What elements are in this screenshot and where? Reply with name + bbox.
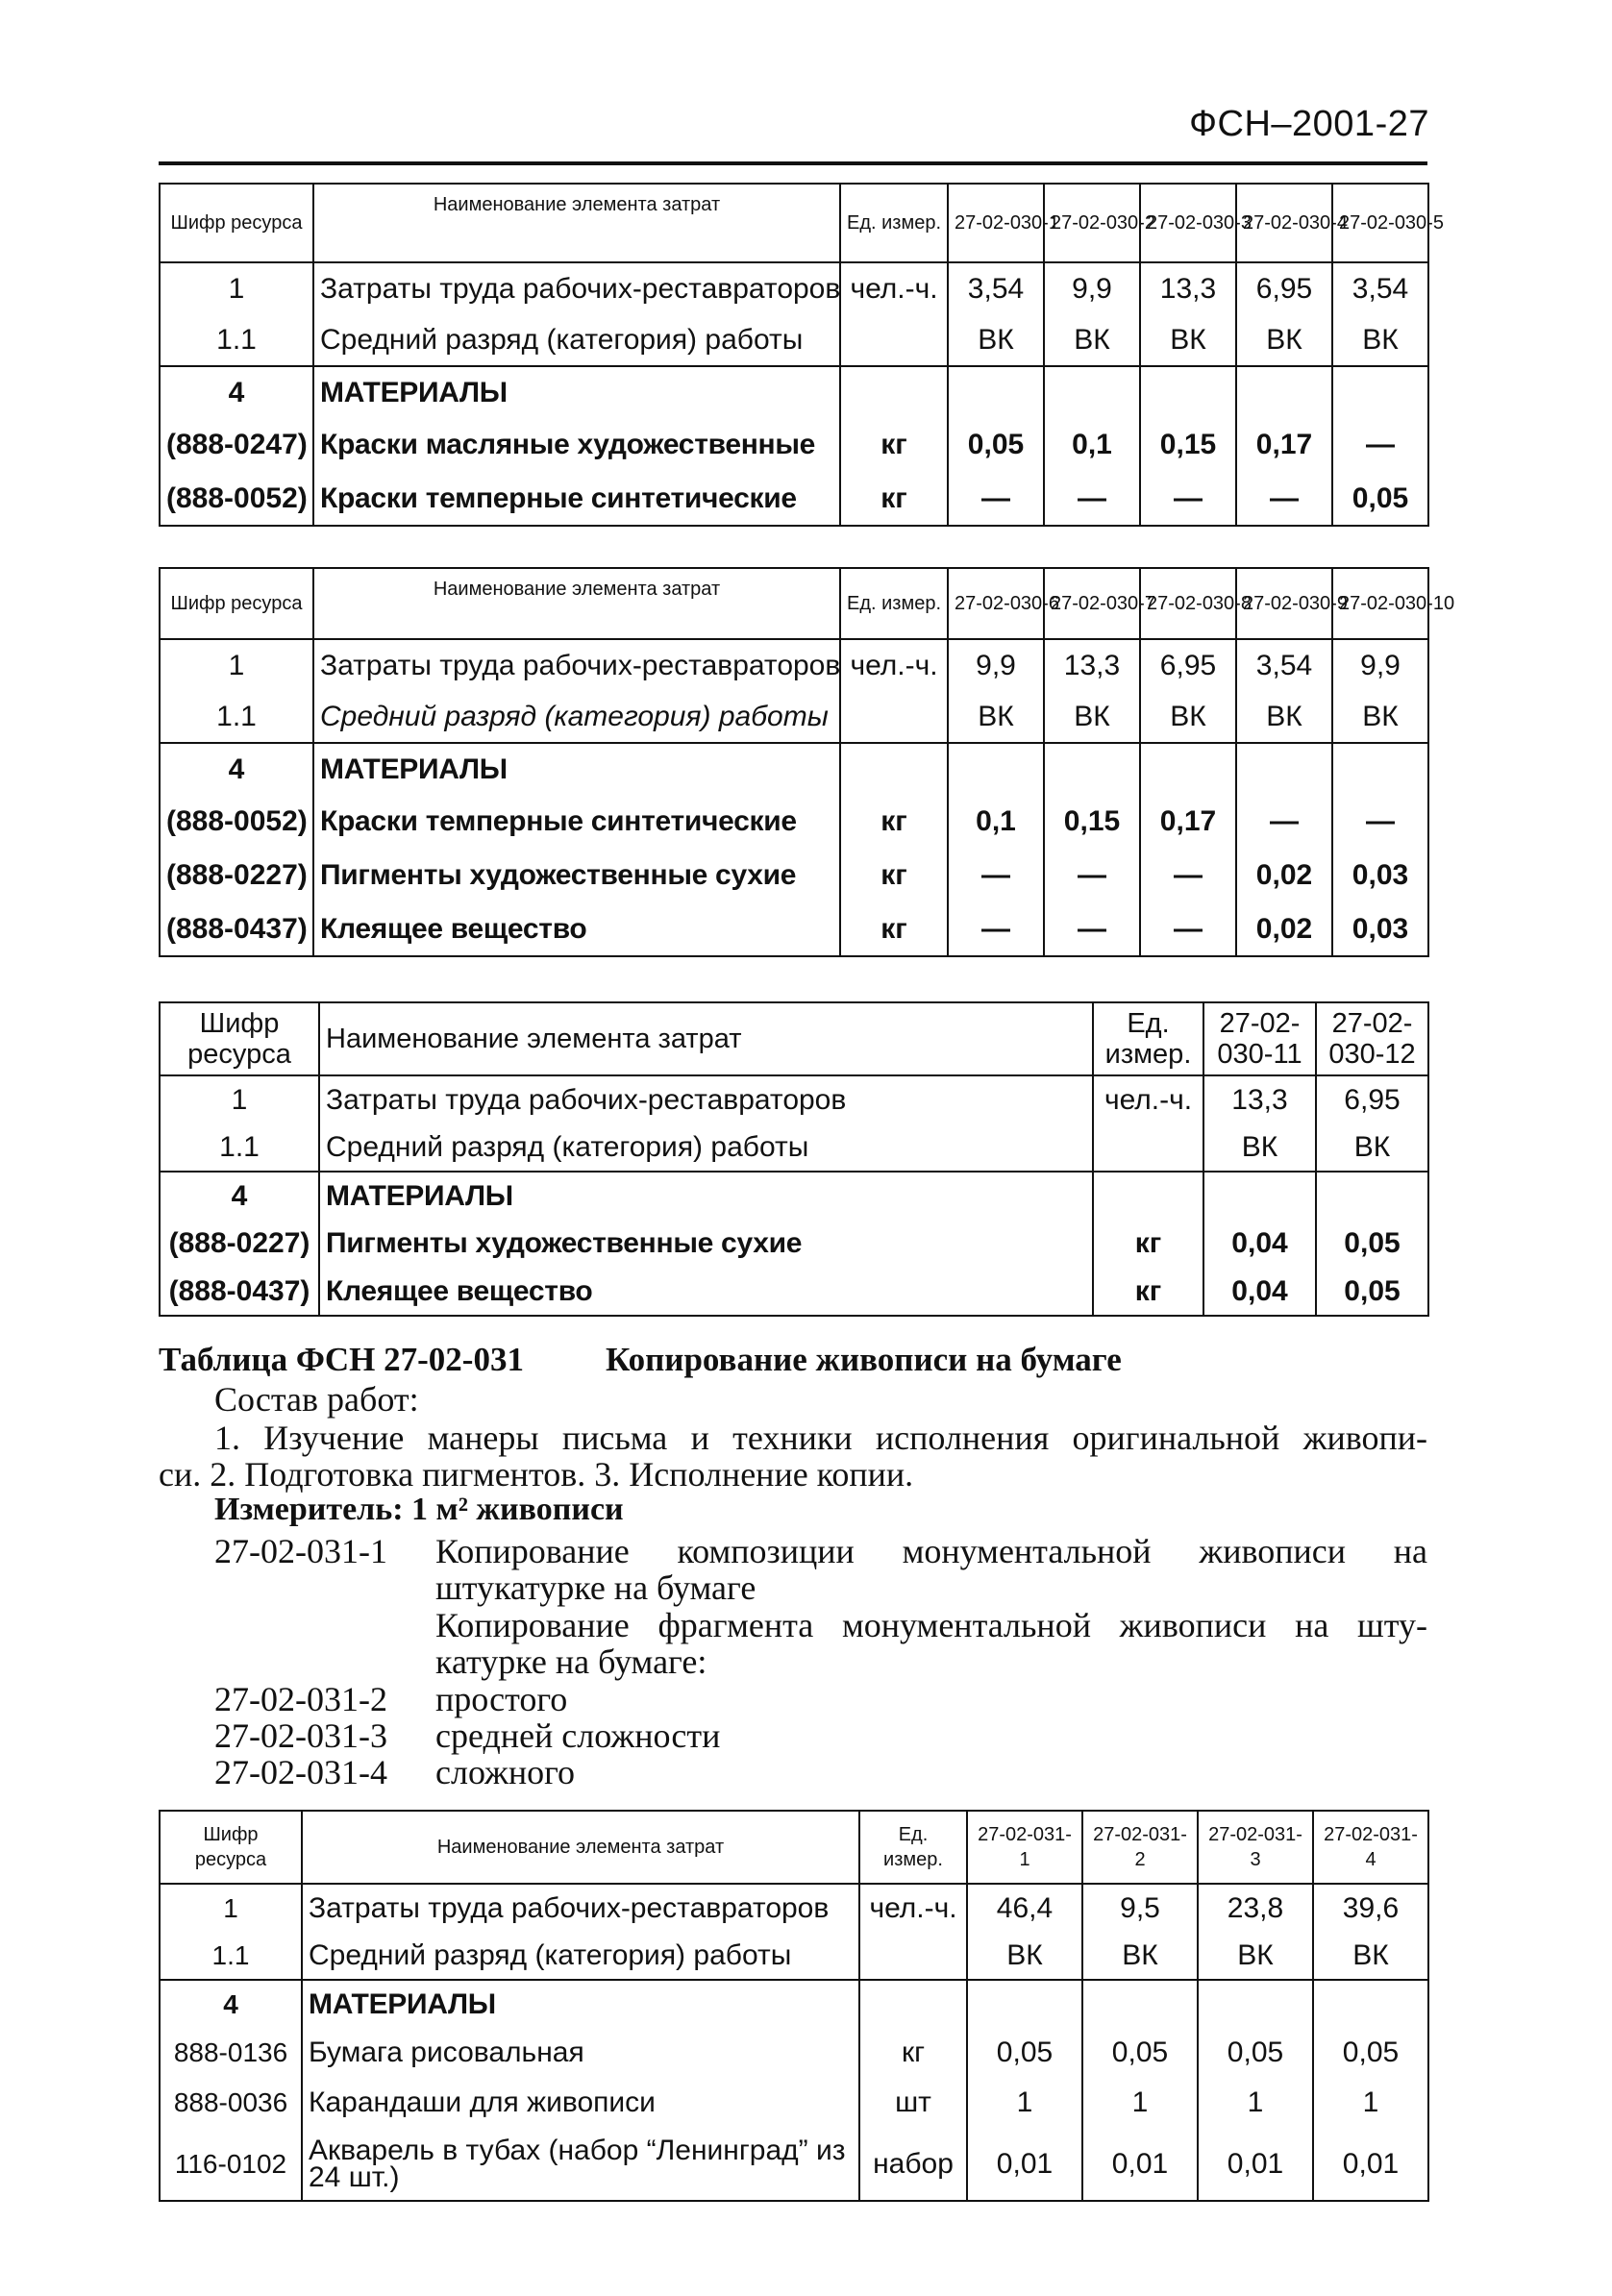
- row-unit: кг: [840, 795, 948, 849]
- row-value: 0,17: [1140, 795, 1236, 849]
- row-value: 0,05: [1316, 1220, 1428, 1268]
- row-value: [1332, 743, 1428, 795]
- table-row: [160, 2078, 1428, 2128]
- row-value: —: [1236, 472, 1332, 526]
- row-code: (888-0247): [160, 418, 313, 472]
- table-row: [160, 2128, 1428, 2201]
- header-col: 27-02-030-3: [1140, 184, 1236, 262]
- row-name: Пигменты художественные сухие: [319, 1220, 1093, 1268]
- row-value: —: [948, 902, 1044, 956]
- row-code: 1: [160, 1075, 319, 1123]
- row-value: 9,9: [1044, 262, 1140, 314]
- row-value: ВК: [948, 314, 1044, 366]
- row-name: Средний разряд (категория) работы: [302, 1932, 859, 1980]
- header-code: Шифр ресурса: [160, 184, 313, 262]
- row-value: 6,95: [1236, 262, 1332, 314]
- row-unit: [840, 743, 948, 795]
- row-value: [1316, 1172, 1428, 1220]
- row-value: 0,04: [1203, 1268, 1316, 1316]
- row-value: ВК: [1316, 1123, 1428, 1172]
- row-unit: [840, 314, 948, 366]
- composition-line: 1. Изучение манеры письма и техники исполнения оригинальной живопи-: [214, 1419, 1427, 1457]
- row-value: 0,03: [1332, 902, 1428, 956]
- row-value: —: [948, 849, 1044, 902]
- table-row: [160, 1884, 1428, 1932]
- row-unit: чел.-ч.: [859, 1884, 967, 1932]
- row-value: —: [1332, 418, 1428, 472]
- row-value: 0,15: [1140, 418, 1236, 472]
- header-col: 27-02-031-1: [967, 1811, 1082, 1884]
- row-value: 0,05: [1316, 1268, 1428, 1316]
- row-unit: чел.-ч.: [840, 639, 948, 691]
- row-value: [967, 1980, 1082, 2028]
- row-name: Краски темперные синтетические: [313, 795, 840, 849]
- row-name: Затраты труда рабочих-реставраторов: [313, 262, 840, 314]
- header-col: 27-02-030-9: [1236, 568, 1332, 639]
- header-col: 27-02-030-8: [1140, 568, 1236, 639]
- header-col: 27-02-030-7: [1044, 568, 1140, 639]
- row-value: —: [1332, 795, 1428, 849]
- row-code: (888-0227): [160, 1220, 319, 1268]
- row-name: Средний разряд (категория) работы: [319, 1123, 1093, 1172]
- row-value: 23,8: [1198, 1884, 1313, 1932]
- row-value: —: [1236, 795, 1332, 849]
- row-value: [1313, 1980, 1428, 2028]
- resource-table-030-6-10: [159, 567, 1455, 957]
- row-name: МАТЕРИАЛЫ: [319, 1172, 1093, 1220]
- row-unit: кг: [859, 2028, 967, 2078]
- row-value: 0,05: [1332, 472, 1428, 526]
- header-rule: [159, 161, 1427, 165]
- measure-unit: Измеритель: 1 м² живописи: [214, 1492, 624, 1527]
- row-unit: кг: [840, 418, 948, 472]
- row-code: 4: [160, 1980, 302, 2028]
- row-value: [1044, 366, 1140, 418]
- table-row: [160, 314, 1428, 366]
- header-name: Наименование элемента затрат: [313, 184, 840, 262]
- page-header-code: ФСН–2001-27: [1189, 104, 1429, 144]
- row-value: ВК: [1140, 314, 1236, 366]
- header-col: 27-02-031-4: [1313, 1811, 1428, 1884]
- item-text: штукатурке на бумаге: [435, 1568, 756, 1607]
- row-value: 13,3: [1203, 1075, 1316, 1123]
- row-value: 9,9: [1332, 639, 1428, 691]
- row-value: 0,01: [1313, 2128, 1428, 2201]
- row-name: Бумага рисовальная: [302, 2028, 859, 2078]
- row-value: ВК: [1082, 1932, 1198, 1980]
- row-code: 1: [160, 639, 313, 691]
- row-value: —: [1044, 472, 1140, 526]
- table-row: [160, 1980, 1428, 2028]
- row-name: Клеящее вещество: [313, 902, 840, 956]
- row-name: Клеящее вещество: [319, 1268, 1093, 1316]
- table-row: [160, 1075, 1428, 1123]
- row-code: 4: [160, 1172, 319, 1220]
- table-row: [160, 366, 1428, 418]
- row-unit: [1093, 1172, 1203, 1220]
- header-code: Шифр ресурса: [160, 1811, 302, 1884]
- row-value: 0,17: [1236, 418, 1332, 472]
- row-code: 1.1: [160, 1123, 319, 1172]
- header-unit: Ед. измер.: [840, 568, 948, 639]
- item-text: Копирование композиции монументальной живописи на: [435, 1532, 1427, 1570]
- row-value: 46,4: [967, 1884, 1082, 1932]
- row-code: 888-0136: [160, 2028, 302, 2078]
- table-row: [160, 743, 1428, 795]
- resource-table-030-11-12: [159, 1001, 1429, 1317]
- table-row: [160, 1172, 1428, 1220]
- item-text: катурке на бумаге:: [435, 1642, 707, 1681]
- row-unit: [859, 1980, 967, 2028]
- header-name: Наименование элемента затрат: [319, 1002, 1093, 1075]
- row-value: ВК: [1044, 691, 1140, 743]
- row-code: (888-0437): [160, 902, 313, 956]
- row-value: ВК: [1313, 1932, 1428, 1980]
- row-unit: кг: [840, 902, 948, 956]
- section-text: [159, 1341, 1427, 1792]
- row-value: 0,01: [1082, 2128, 1198, 2201]
- table-row: [160, 418, 1428, 472]
- header-name: Наименование элемента затрат: [302, 1811, 859, 1884]
- row-value: 1: [1082, 2078, 1198, 2128]
- row-unit: чел.-ч.: [840, 262, 948, 314]
- header-code: Шифр ресурса: [160, 1002, 319, 1075]
- item-code: 27-02-031-2: [214, 1680, 387, 1718]
- header-col: 27-02-030-4: [1236, 184, 1332, 262]
- row-value: —: [1044, 902, 1140, 956]
- header-col: 27-02-030-10: [1332, 568, 1428, 639]
- header-col: 27-02-030-12: [1316, 1002, 1428, 1075]
- row-value: 6,95: [1140, 639, 1236, 691]
- row-code: 1.1: [160, 691, 313, 743]
- row-value: —: [1140, 849, 1236, 902]
- row-value: 0,01: [1198, 2128, 1313, 2201]
- row-value: 13,3: [1044, 639, 1140, 691]
- row-value: 0,01: [967, 2128, 1082, 2201]
- table-row: [160, 795, 1428, 849]
- row-value: 6,95: [1316, 1075, 1428, 1123]
- table-row: [160, 639, 1428, 691]
- row-value: —: [1044, 849, 1140, 902]
- table-title: Копирование живописи на бумаге: [606, 1341, 1122, 1378]
- resource-table-031: [159, 1810, 1429, 2202]
- row-unit: [840, 366, 948, 418]
- row-code: 116-0102: [160, 2128, 302, 2201]
- row-value: [1140, 366, 1236, 418]
- row-value: 0,1: [1044, 418, 1140, 472]
- table-row: [160, 472, 1428, 526]
- header-col: 27-02-030-5: [1332, 184, 1428, 262]
- row-code: (888-0227): [160, 849, 313, 902]
- row-unit: кг: [840, 472, 948, 526]
- row-value: [948, 743, 1044, 795]
- row-value: [1140, 743, 1236, 795]
- row-value: 0,1: [948, 795, 1044, 849]
- row-value: 0,04: [1203, 1220, 1316, 1268]
- row-value: 0,02: [1236, 849, 1332, 902]
- row-value: 13,3: [1140, 262, 1236, 314]
- item-code: 27-02-031-4: [214, 1753, 387, 1791]
- item-text: средней сложности: [435, 1716, 721, 1755]
- row-value: ВК: [1140, 691, 1236, 743]
- row-value: ВК: [1198, 1932, 1313, 1980]
- table-row: [160, 849, 1428, 902]
- row-unit: [840, 691, 948, 743]
- row-value: 9,9: [948, 639, 1044, 691]
- composition-label: Состав работ:: [214, 1380, 419, 1419]
- row-value: ВК: [1236, 691, 1332, 743]
- row-value: 1: [1313, 2078, 1428, 2128]
- row-name: Затраты труда рабочих-реставраторов: [313, 639, 840, 691]
- row-value: 3,54: [1236, 639, 1332, 691]
- row-value: ВК: [1203, 1123, 1316, 1172]
- header-col: 27-02-030-2: [1044, 184, 1140, 262]
- header-unit: Ед. измер.: [859, 1811, 967, 1884]
- composition-line: си. 2. Подготовка пигментов. 3. Исполнение копии.: [159, 1455, 914, 1494]
- table-row: [160, 262, 1428, 314]
- row-value: [1044, 743, 1140, 795]
- row-value: [1236, 366, 1332, 418]
- row-unit: набор: [859, 2128, 967, 2201]
- row-value: 0,03: [1332, 849, 1428, 902]
- row-value: 1: [1198, 2078, 1313, 2128]
- header-col: 27-02-031-3: [1198, 1811, 1313, 1884]
- row-unit: шт: [859, 2078, 967, 2128]
- row-value: 9,5: [1082, 1884, 1198, 1932]
- row-unit: кг: [840, 849, 948, 902]
- table-row: [160, 1932, 1428, 1980]
- row-value: ВК: [1332, 691, 1428, 743]
- row-code: (888-0437): [160, 1268, 319, 1316]
- item-text: сложного: [435, 1753, 576, 1791]
- row-value: [1332, 366, 1428, 418]
- item-code: 27-02-031-1: [214, 1532, 387, 1570]
- row-value: ВК: [1236, 314, 1332, 366]
- row-value: 0,05: [1082, 2028, 1198, 2078]
- row-value: 3,54: [1332, 262, 1428, 314]
- row-code: 1: [160, 262, 313, 314]
- item-text: Копирование фрагмента монументальной живописи на шту-: [435, 1606, 1427, 1644]
- row-value: [1236, 743, 1332, 795]
- row-value: —: [948, 472, 1044, 526]
- row-value: [1082, 1980, 1198, 2028]
- resource-table-030-1-5: [159, 183, 1444, 527]
- row-name: Затраты труда рабочих-реставраторов: [319, 1075, 1093, 1123]
- row-code: 888-0036: [160, 2078, 302, 2128]
- row-value: [948, 366, 1044, 418]
- row-value: —: [1140, 902, 1236, 956]
- table-row: [160, 691, 1428, 743]
- table-row: [160, 1123, 1428, 1172]
- row-value: —: [1140, 472, 1236, 526]
- item-text: простого: [435, 1680, 568, 1718]
- row-value: 0,05: [948, 418, 1044, 472]
- row-value: [1198, 1980, 1313, 2028]
- row-name: МАТЕРИАЛЫ: [302, 1980, 859, 2028]
- header-col: 27-02-031-2: [1082, 1811, 1198, 1884]
- table-row: [160, 2028, 1428, 2078]
- table-row: [160, 902, 1428, 956]
- row-unit: [1093, 1123, 1203, 1172]
- row-code: 4: [160, 743, 313, 795]
- row-name: Карандаши для живописи: [302, 2078, 859, 2128]
- row-name: Затраты труда рабочих-реставраторов: [302, 1884, 859, 1932]
- header-unit: Ед. измер.: [1093, 1002, 1203, 1075]
- header-unit: Ед. измер.: [840, 184, 948, 262]
- row-value: ВК: [1044, 314, 1140, 366]
- row-value: 39,6: [1313, 1884, 1428, 1932]
- row-value: 0,05: [1313, 2028, 1428, 2078]
- row-unit: [859, 1932, 967, 1980]
- header-col: 27-02-030-11: [1203, 1002, 1316, 1075]
- row-unit: кг: [1093, 1268, 1203, 1316]
- row-name: Средний разряд (категория) работы: [313, 691, 840, 743]
- row-value: ВК: [948, 691, 1044, 743]
- row-name: Краски масляные художественные: [313, 418, 840, 472]
- row-code: 1.1: [160, 1932, 302, 1980]
- row-value: 0,15: [1044, 795, 1140, 849]
- row-name: МАТЕРИАЛЫ: [313, 743, 840, 795]
- row-name: Средний разряд (категория) работы: [313, 314, 840, 366]
- header-code: Шифр ресурса: [160, 568, 313, 639]
- row-code: (888-0052): [160, 795, 313, 849]
- row-code: (888-0052): [160, 472, 313, 526]
- row-name: Акварель в тубах (набор “Ленинград” из 24 шт.): [302, 2128, 859, 2201]
- header-name: Наименование элемента затрат: [313, 568, 840, 639]
- row-value: ВК: [1332, 314, 1428, 366]
- table-label: Таблица ФСН 27-02-031: [159, 1341, 524, 1378]
- row-unit: чел.-ч.: [1093, 1075, 1203, 1123]
- row-value: 0,05: [1198, 2028, 1313, 2078]
- table-row: [160, 1268, 1428, 1316]
- row-name: Краски темперные синтетические: [313, 472, 840, 526]
- row-value: ВК: [967, 1932, 1082, 1980]
- row-code: 4: [160, 366, 313, 418]
- row-value: 1: [967, 2078, 1082, 2128]
- row-name: МАТЕРИАЛЫ: [313, 366, 840, 418]
- row-code: 1.1: [160, 314, 313, 366]
- row-value: [1203, 1172, 1316, 1220]
- item-code: 27-02-031-3: [214, 1716, 387, 1755]
- row-value: 0,02: [1236, 902, 1332, 956]
- row-value: 0,05: [967, 2028, 1082, 2078]
- table-row: [160, 1220, 1428, 1268]
- row-unit: кг: [1093, 1220, 1203, 1268]
- row-name: Пигменты художественные сухие: [313, 849, 840, 902]
- header-col: 27-02-030-6: [948, 568, 1044, 639]
- row-code: 1: [160, 1884, 302, 1932]
- header-col: 27-02-030-1: [948, 184, 1044, 262]
- row-value: 3,54: [948, 262, 1044, 314]
